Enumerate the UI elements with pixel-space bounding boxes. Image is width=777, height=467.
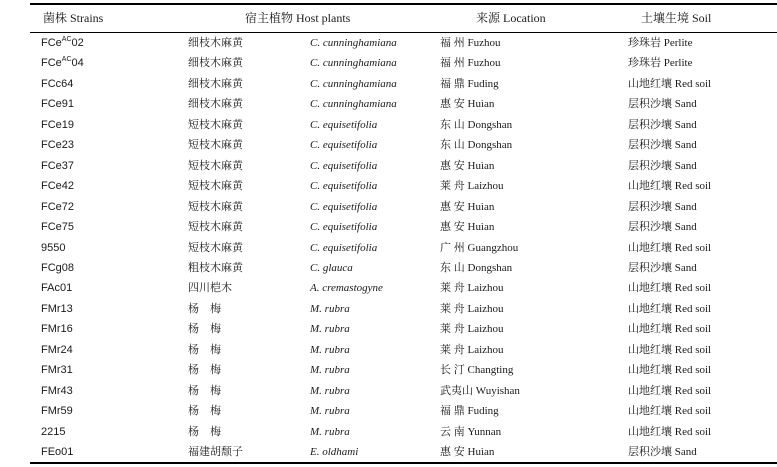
strain-cell [41, 138, 74, 152]
soil-cell: 山地红壤 Red soil [628, 282, 712, 295]
table-row [30, 360, 777, 380]
soil-cell: 山地红壤 Red soil [628, 425, 712, 438]
host-latin-cell: C. equisetifolia [310, 139, 378, 152]
location-cell: 福 鼎 Fuding [440, 77, 499, 90]
table-row [30, 299, 777, 319]
soil-cell: 珍珠岩 Perlite [628, 37, 693, 49]
host-cn-cell: 短枝木麻黄 [188, 180, 243, 193]
host-cn-cell: 短枝木麻黄 [188, 139, 243, 152]
location-cell: 福 鼎 Fuding [440, 405, 499, 418]
location-cell: 云 南 Yunnan [440, 425, 502, 438]
header-strains: 菌株 Strains [43, 11, 104, 25]
strain-cell [41, 363, 73, 377]
strain-cell [41, 36, 84, 50]
strain-id: 2215 [41, 425, 66, 438]
strain-cell [41, 56, 84, 70]
table-row [30, 401, 777, 421]
strain-id: FMr24 [41, 343, 73, 356]
strain-cell [41, 97, 74, 111]
soil-cell: 山地红壤 Red soil [628, 343, 712, 356]
host-cn-cell: 细枝木麻黄 [188, 98, 243, 111]
host-cn-cell: 短枝木麻黄 [188, 159, 243, 172]
soil-cell: 层积沙壤 Sand [628, 221, 697, 234]
location-cell: 莱 舟 Laizhou [440, 323, 504, 336]
table-row [30, 238, 777, 258]
host-latin-cell: M. rubra [310, 364, 350, 377]
soil-cell: 山地红壤 Red soil [628, 241, 712, 254]
table-row [30, 115, 777, 135]
table-row [30, 278, 777, 298]
strain-superscript: AC [61, 56, 72, 64]
location-cell: 惠 安 Huìan [440, 98, 495, 111]
location-cell: 惠 安 Huìan [440, 446, 495, 458]
host-latin-cell: C. cunninghamiana [310, 98, 397, 111]
strain-id: FCe37 [41, 159, 75, 172]
soil-cell: 珍珠岩 Perlite [628, 57, 693, 70]
soil-cell: 山地红壤 Red soil [628, 302, 712, 315]
table-top-rule [30, 3, 777, 5]
host-latin-cell: A. cremastogyne [310, 282, 383, 295]
location-cell: 福 州 Fuzhou [440, 37, 501, 49]
host-cn-cell: 细枝木麻黄 [188, 57, 243, 70]
strain-cell [41, 445, 73, 459]
soil-cell: 山地红壤 Red soil [628, 180, 712, 193]
strain-cell [41, 159, 74, 173]
host-latin-cell: C. equisetifolia [310, 200, 378, 213]
host-latin-cell: M. rubra [310, 405, 350, 418]
host-latin-cell: C. glauca [310, 261, 353, 274]
strain-id: FCe75 [41, 221, 75, 234]
strain-id: FCe19 [41, 118, 75, 131]
host-latin-cell: M. rubra [310, 384, 350, 397]
host-cn-cell: 短枝木麻黄 [188, 241, 243, 254]
location-cell: 广 州 Guangzhou [440, 241, 519, 254]
soil-cell: 山地红壤 Red soil [628, 364, 712, 377]
soil-cell: 层积沙壤 Sand [628, 139, 697, 152]
location-cell: 福 州 Fuzhou [440, 57, 501, 70]
table-row [30, 74, 777, 94]
host-latin-cell: C. cunninghamiana [310, 57, 397, 70]
host-latin-cell: C. equisetifolia [310, 241, 378, 254]
host-cn-cell: 短枝木麻黄 [188, 118, 243, 131]
host-latin-cell: M. rubra [310, 425, 350, 438]
soil-cell: 层积沙壤 Sand [628, 98, 697, 111]
soil-cell: 层积沙壤 Sand [628, 118, 697, 131]
host-cn-cell: 杨 梅 [188, 302, 221, 315]
host-latin-cell: C. equisetifolia [310, 221, 378, 234]
host-latin-cell: C. equisetifolia [310, 180, 378, 193]
host-cn-cell: 杨 梅 [188, 425, 221, 438]
host-cn-cell: 杨 梅 [188, 405, 221, 418]
host-cn-cell: 杨 梅 [188, 343, 221, 356]
strain-cell [41, 200, 74, 214]
header-location: 来源 Location [476, 11, 546, 25]
host-latin-cell: C. equisetifolia [310, 159, 378, 172]
location-cell: 东 山 Dongshan [440, 118, 513, 131]
table-row [30, 176, 777, 196]
location-cell: 东 山 Dongshan [440, 261, 513, 274]
strain-id: FEo01 [41, 446, 74, 458]
strain-id: FCg08 [41, 261, 75, 274]
strain-id: FCe72 [41, 200, 75, 213]
table-row [30, 94, 777, 114]
strain-id: FMr43 [41, 384, 73, 397]
location-cell: 惠 安 Huìan [440, 159, 495, 172]
host-cn-cell: 短枝木麻黄 [188, 221, 243, 234]
strain-id: FCe [41, 37, 62, 49]
strain-cell [41, 220, 74, 234]
table-row [30, 258, 777, 278]
host-cn-cell: 杨 梅 [188, 323, 221, 336]
soil-cell: 层积沙壤 Sand [628, 261, 697, 274]
table-row [30, 53, 777, 73]
strain-id: FCc64 [41, 77, 74, 90]
strain-cell [41, 404, 73, 418]
host-latin-cell: M. rubra [310, 323, 350, 336]
strain-id: FCe42 [41, 180, 75, 193]
location-cell: 东 山 Dongshan [440, 139, 513, 152]
location-cell: 惠 安 Huìan [440, 221, 495, 234]
strain-cell [41, 241, 65, 255]
host-latin-cell: C. cunninghamiana [310, 77, 397, 90]
soil-cell: 山地红壤 Red soil [628, 405, 712, 418]
strain-id: FCe23 [41, 139, 75, 152]
strain-cell [41, 179, 74, 193]
strain-superscript: AC [61, 36, 72, 43]
table-row [30, 33, 777, 53]
location-cell: 莱 舟 Laizhou [440, 180, 504, 193]
strain-id: FAc01 [41, 282, 73, 295]
table-row [30, 197, 777, 217]
table-row [30, 340, 777, 360]
strain-id: FMr16 [41, 323, 73, 336]
location-cell: 惠 安 Huìan [440, 200, 495, 213]
strain-id: FMr13 [41, 302, 73, 315]
soil-cell: 层积沙壤 Sand [628, 200, 697, 213]
table-row [30, 442, 777, 462]
strain-id: FCe91 [41, 98, 75, 111]
table-row [30, 319, 777, 339]
host-cn-cell: 杨 梅 [188, 364, 221, 377]
strain-cell [41, 281, 72, 295]
host-latin-cell: E. oldhami [310, 446, 359, 458]
host-latin-cell: C. cunninghamiana [310, 37, 397, 49]
host-cn-cell: 四川桤木 [188, 282, 232, 295]
header-host-plants: 宿主植物 Host plants [245, 11, 351, 25]
location-cell: 长 汀 Changting [440, 364, 514, 377]
host-cn-cell: 杨 梅 [188, 384, 221, 397]
host-cn-cell: 福建胡颓子 [188, 446, 243, 458]
host-cn-cell: 细枝木麻黄 [188, 77, 243, 90]
strain-id: FMr59 [41, 405, 73, 418]
header-soil: 土壤生境 Soil [641, 11, 712, 25]
strain-cell [41, 261, 74, 275]
soil-cell: 山地红壤 Red soil [628, 384, 712, 397]
host-cn-cell: 短枝木麻黄 [188, 200, 243, 213]
table-bottom-rule [30, 462, 777, 464]
strain-cell [41, 118, 74, 132]
table-row [30, 217, 777, 237]
location-cell: 莱 舟 Laizhou [440, 302, 504, 315]
soil-cell: 山地红壤 Red soil [628, 323, 712, 336]
strain-id-suffix: 04 [71, 57, 84, 70]
strain-cell [41, 425, 65, 439]
table-row [30, 422, 777, 442]
host-latin-cell: C. equisetifolia [310, 118, 378, 131]
strain-cell [41, 77, 73, 91]
strain-cell [41, 384, 73, 398]
soil-cell: 山地红壤 Red soil [628, 77, 712, 90]
host-latin-cell: M. rubra [310, 343, 350, 356]
strain-table [30, 0, 777, 467]
strain-id: FMr31 [41, 364, 73, 377]
table-row [30, 381, 777, 401]
strain-id: FCe [41, 57, 62, 70]
soil-cell: 层积沙壤 Sand [628, 159, 697, 172]
strain-cell [41, 322, 73, 336]
soil-cell: 层积沙壤 Sand [628, 446, 697, 458]
strain-cell [41, 343, 73, 357]
table-row [30, 135, 777, 155]
location-cell: 莱 舟 Laizhou [440, 282, 504, 295]
strain-id: 9550 [41, 241, 66, 254]
location-cell: 武夷山 Wuyishan [440, 384, 520, 397]
host-latin-cell: M. rubra [310, 302, 350, 315]
strain-cell [41, 302, 73, 316]
host-cn-cell: 粗枝木麻黄 [188, 261, 243, 274]
strain-id-suffix: 02 [71, 37, 84, 49]
location-cell: 莱 舟 Laizhou [440, 343, 504, 356]
table-row [30, 156, 777, 176]
host-cn-cell: 细枝木麻黄 [188, 37, 243, 49]
